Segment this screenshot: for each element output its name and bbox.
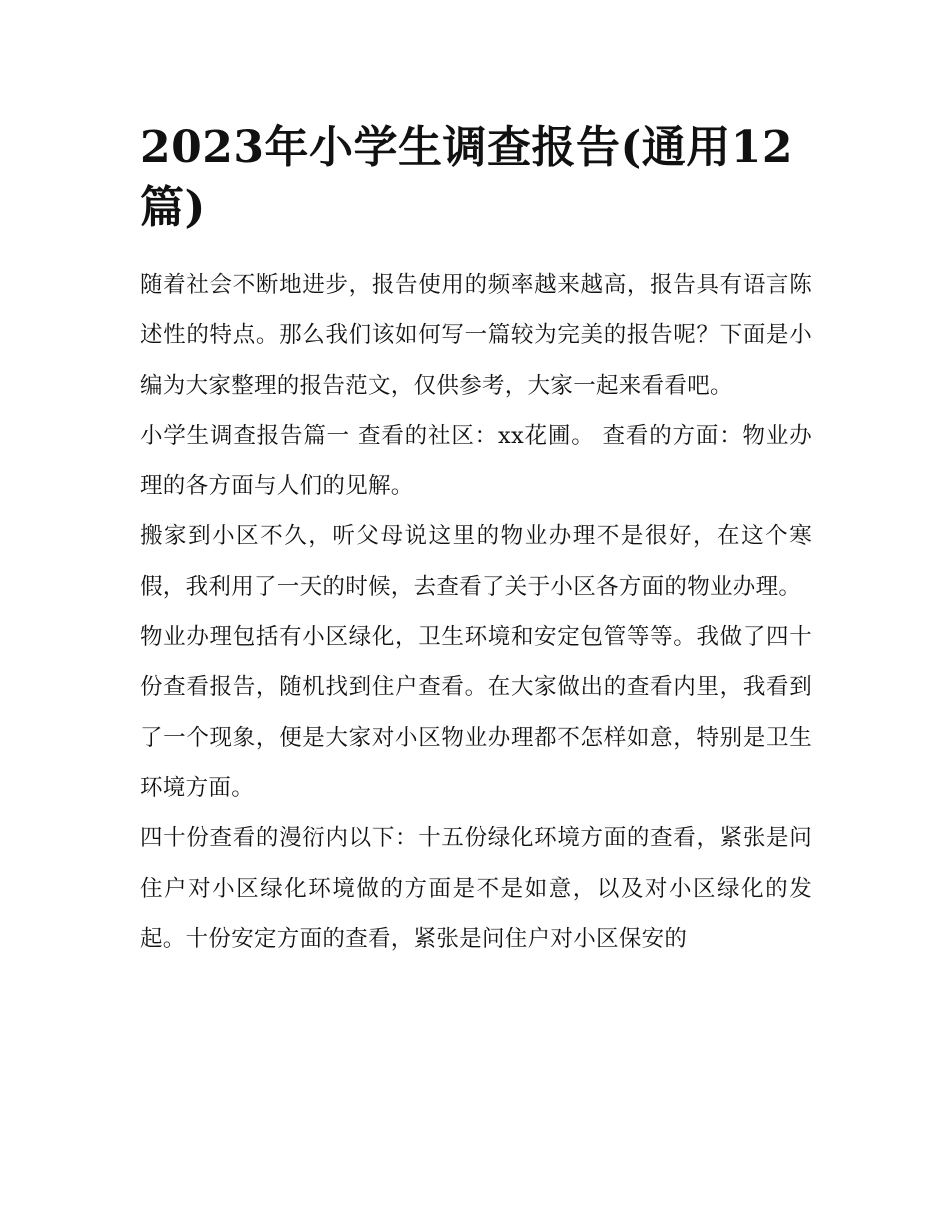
paragraph-survey-distribution: 四十份查看的漫衍内以下：十五份绿化环境方面的查看，紧张是问住户对小区绿化环境做的方面是不是如意，以及对小区绿化的发起。十份安定方面的查看，紧张是问住户对小区保安的	[140, 825, 812, 952]
paragraph-intro: 随着社会不断地进步，报告使用的频率越来越高，报告具有语言陈述性的特点。那么我们该如何写一篇较为完美的报告呢？下面是小编为大家整理的报告范文，仅供参考，大家一起来看看吧。	[140, 272, 812, 399]
document-title: 2023年小学生调查报告(通用12篇)	[140, 122, 794, 233]
paragraph-moving: 搬家到小区不久，听父母说这里的物业办理不是很好，在这个寒假，我利用了一天的时候，去查看了关于小区各方面的物业办理。	[140, 523, 812, 600]
paragraph-report-one-heading: 小学生调查报告篇一 查看的社区：xx花圃。 查看的方面：物业办理的各方面与人们的见解。	[140, 422, 812, 500]
paragraph-property-management: 物业办理包括有小区绿化，卫生环境和安定包管等等。我做了四十份查看报告，随机找到住户查看。在大家做出的查看内里，我看到了一个现象，便是大家对小区物业办理都不怎样如意，特别是卫生环境方面。	[140, 624, 812, 801]
document-body	[140, 118, 812, 964]
